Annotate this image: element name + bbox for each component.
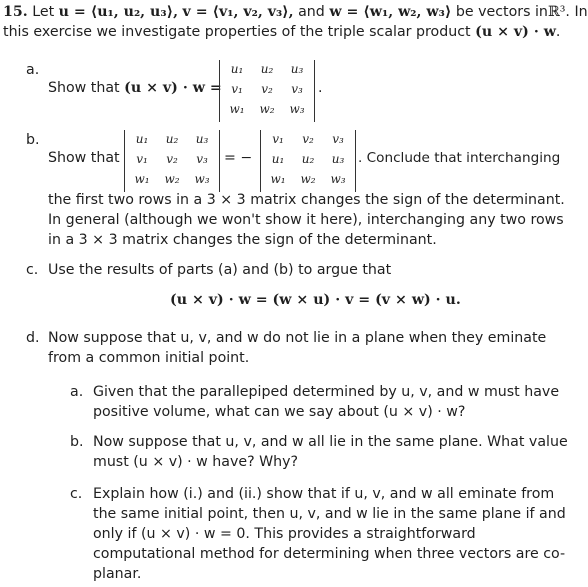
matrix-cell: w₂ xyxy=(164,172,180,186)
matrix-cell: w₁ xyxy=(134,172,150,186)
part-b-show-that: Show that xyxy=(48,150,120,166)
part-d-sub-c-line3: only if (u × v) · w = 0. This provides a straightforward xyxy=(93,526,476,542)
matrix-cell: u₂ xyxy=(260,62,274,76)
part-d-sub-a-label: a. xyxy=(70,384,84,400)
w-definition: w = ⟨w₁, w₂, w₃⟩ xyxy=(329,4,452,20)
matrix-cell: w₃ xyxy=(194,172,210,186)
part-b-label: b. xyxy=(26,132,40,148)
matrix-cell: v₂ xyxy=(302,132,314,146)
intro-text: Let xyxy=(32,4,55,20)
part-d-sub-c-line5: planar. xyxy=(93,566,142,582)
r3-symbol: ℝ³ xyxy=(547,4,566,20)
part-a-label: a. xyxy=(26,62,40,78)
intro-end: . In xyxy=(565,4,588,20)
matrix-cell: u₂ xyxy=(165,132,179,146)
part-d-line1: Now suppose that u, v, and w do not lie in a plane when they eminate xyxy=(48,330,547,346)
part-a-expr: (u × v) · w = xyxy=(124,80,222,96)
matrix-cell: v₁ xyxy=(272,132,284,146)
triple-product: (u × v) · w xyxy=(475,24,556,40)
matrix-cell: v₂ xyxy=(166,152,178,166)
intro-text-2: be vectors in xyxy=(455,4,548,20)
matrix-cell: w₂ xyxy=(300,172,316,186)
matrix-cell: w₃ xyxy=(330,172,346,186)
matrix-cell: w₂ xyxy=(259,102,275,116)
part-d-sub-a-line1: Given that the parallepiped determined by u, v, and w must have xyxy=(93,384,560,400)
part-d-line2: from a common initial point. xyxy=(48,350,250,366)
matrix-cell: u₃ xyxy=(290,62,304,76)
part-c-label: c. xyxy=(26,262,39,278)
part-b-conclude: . Conclude that interchanging xyxy=(358,150,561,166)
part-a-period: . xyxy=(318,80,323,96)
part-d-sub-b-line1: Now suppose that u, v, and w all lie in the same plane. What value xyxy=(93,434,568,450)
v-definition: v = ⟨v₁, v₂, v₃⟩, xyxy=(182,4,294,20)
part-a-show-that: Show that xyxy=(48,80,120,96)
part-d-label: d. xyxy=(26,330,40,346)
part-b-line2: the first two rows in a 3 × 3 matrix changes the sign of the determinant. xyxy=(48,192,565,208)
part-d-sub-b-line2: must (u × v) · w have? Why? xyxy=(93,454,299,470)
matrix-cell: v₁ xyxy=(231,82,243,96)
matrix-cell: u₂ xyxy=(301,152,315,166)
part-d-sub-b-label: b. xyxy=(70,434,84,450)
part-a-text xyxy=(48,80,222,96)
part-c-text: Use the results of parts (a) and (b) to argue that xyxy=(48,262,392,278)
part-c-display-equation: (u × v) · w = (w × u) · v = (v × w) · u. xyxy=(170,292,461,308)
u-definition: u = ⟨u₁, u₂, u₃⟩, xyxy=(58,4,179,20)
part-d-sub-c-line1: Explain how (i.) and (ii.) show that if u, v, and w all eminate from xyxy=(93,486,555,502)
matrix-cell: v₁ xyxy=(136,152,148,166)
part-b-line3: In general (although we won't show it here), interchanging any two rows xyxy=(48,212,564,228)
part-b-determinant-left xyxy=(124,130,220,192)
part-d-sub-c-label: c. xyxy=(70,486,83,502)
matrix-cell: w₁ xyxy=(229,102,245,116)
problem-intro-line2 xyxy=(3,24,560,40)
part-a-determinant xyxy=(219,60,315,122)
matrix-cell: v₃ xyxy=(291,82,303,96)
problem-number: 15. xyxy=(3,4,28,20)
matrix-cell: w₃ xyxy=(289,102,305,116)
part-d-sub-c-line2: the same initial point, then u, v, and w lie in the same plane if and xyxy=(93,506,566,522)
matrix-cell: u₁ xyxy=(230,62,244,76)
matrix-cell: u₁ xyxy=(135,132,149,146)
part-d-sub-c-line4: computational method for determining when three vectors are co- xyxy=(93,546,566,562)
matrix-cell: u₁ xyxy=(271,152,285,166)
intro-period: . xyxy=(555,24,561,40)
part-b-line4: in a 3 × 3 matrix changes the sign of the determinant. xyxy=(48,232,437,248)
intro-line2-text: this exercise we investigate properties of the triple scalar product xyxy=(3,24,471,40)
matrix-cell: u₃ xyxy=(331,152,345,166)
problem-intro-line1 xyxy=(3,4,588,20)
matrix-cell: v₃ xyxy=(332,132,344,146)
part-b-equals-minus: = − xyxy=(224,150,253,166)
matrix-cell: w₁ xyxy=(270,172,286,186)
matrix-cell: v₃ xyxy=(196,152,208,166)
part-b-determinant-right xyxy=(260,130,356,192)
part-d-sub-a-line2: positive volume, what can we say about (u × v) · w? xyxy=(93,404,466,420)
and-text: and xyxy=(298,4,325,20)
matrix-cell: u₃ xyxy=(195,132,209,146)
matrix-cell: v₂ xyxy=(261,82,273,96)
